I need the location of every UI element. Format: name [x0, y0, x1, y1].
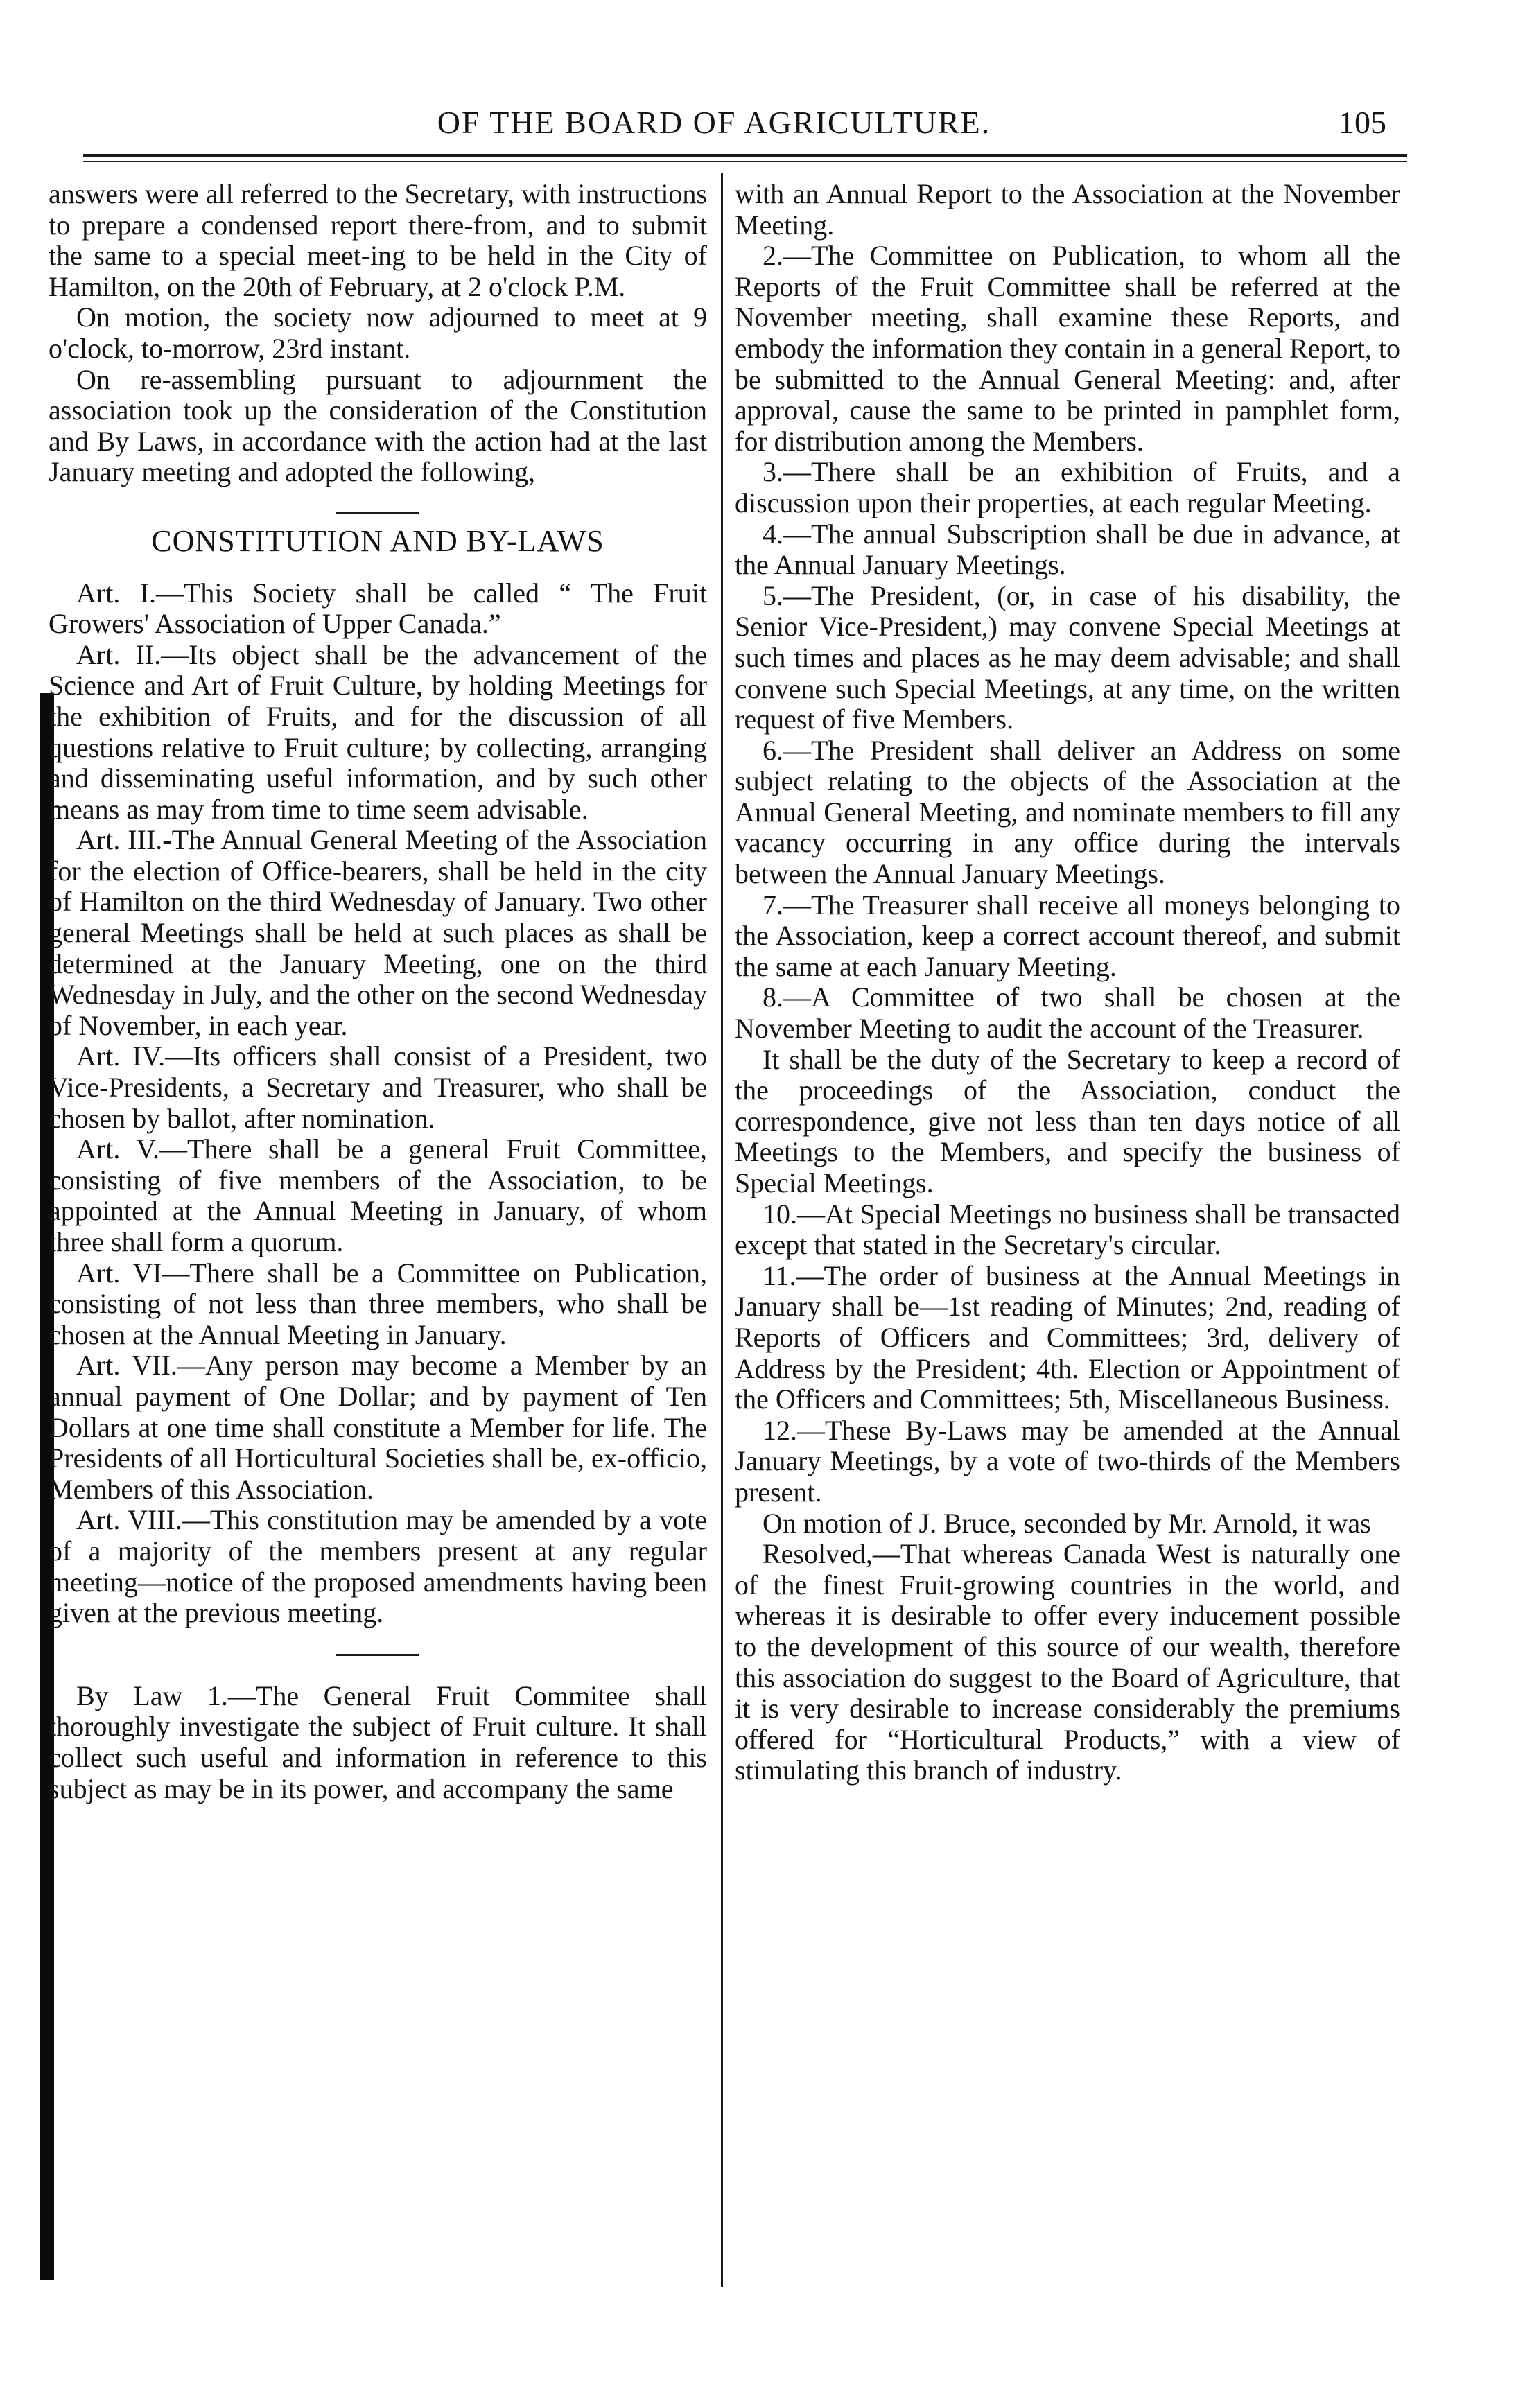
running-header: [0, 104, 1516, 159]
article-paragraph: Art. V.—There shall be a general Fruit Committee, consisting of five members of the Association, to be appointed at the Annual Meeting in January, of whom three shall form a quorum.: [49, 1133, 707, 1257]
article-paragraph: Art. I.—This Society shall be called “ The Fruit Growers' Association of Upper Canada.”: [49, 577, 707, 640]
article-paragraph: Art. III.-The Annual General Meeting of the Association for the election of Office-bearers, shall be held in the city of Hamilton on the third Wednesday of January. Two other general Meetings shall be held at such places as shall be determined at the January Meeting, one on the third Wednesday in July, and the other on the second Wednesday of November, in each year.: [49, 824, 707, 1041]
bylaw-paragraph: with an Annual Report to the Association at the November Meeting.: [735, 178, 1400, 241]
section-heading: CONSTITUTION AND BY-LAWS: [151, 523, 604, 558]
bylaw-paragraph: By Law 1.—The General Fruit Commitee shall thoroughly investigate the subject of Fruit culture. It shall collect such useful and information in reference to this subject as may be in its power, and accompany the same: [49, 1680, 707, 1804]
intro-paragraph: On motion, the society now adjourned to meet at 9 o'clock, to-morrow, 23rd instant.: [49, 302, 707, 364]
left-column: [49, 179, 707, 1804]
resolution-paragraph: Resolved,—That whereas Canada West is naturally one of the finest Fruit-growing countries in the world, and whereas it is desirable to offer every inducement possible to the development of this source of our wealth, therefore this association do suggest to the Board of Agriculture, that it is very desirable to increase considerably the premiums offered for “Horticultural Products,” with a view of stimulating this branch of industry.: [735, 1538, 1400, 1786]
bylaw-paragraph: 2.—The Committee on Publication, to whom all the Reports of the Fruit Committee shall be referred at the November meeting, shall examine these Reports, and embody the information they contain in a general Report, to be submitted to the Annual General Meeting: and, after approval, cause the same to be printed in pamphlet form, for distribution among the Members.: [735, 240, 1400, 457]
bylaw-paragraph: 3.—There shall be an exhibition of Fruits, and a discussion upon their properties, at each regular Meeting.: [735, 456, 1400, 518]
article-paragraph: Art. VI—There shall be a Committee on Publication, consisting of not less than three members, who shall be chosen at the Annual Meeting in January.: [49, 1257, 707, 1350]
bylaw-paragraph: 12.—These By-Laws may be amended at the Annual January Meetings, by a vote of two-thirds of the Members present.: [735, 1414, 1400, 1508]
motion-paragraph: On motion of J. Bruce, seconded by Mr. Arnold, it was: [763, 1507, 1371, 1539]
bylaw-paragraph: 8.—A Committee of two shall be chosen at the November Meeting to audit the account of the Treasurer.: [735, 981, 1400, 1045]
column-divider: [721, 173, 723, 2287]
page-number: 105: [1339, 105, 1386, 140]
bylaws-divider: [336, 1654, 419, 1656]
header-rule: [83, 154, 1407, 157]
bylaw-paragraph: 10.—At Special Meetings no business shall be transacted except that stated in the Secretary's circular.: [735, 1198, 1400, 1261]
right-column: [735, 179, 1400, 1786]
bylaw-paragraph: It shall be the duty of the Secretary to keep a record of the proceedings of the Association, conduct the correspondence, give not less than ten days notice of all Meetings to the Members, and specify the business of Special Meetings.: [735, 1043, 1400, 1198]
intro-paragraph: On re-assembling pursuant to adjournment the association took up the consideration of the Constitution and By Laws, in accordance with the action had at the last January meeting and adopted the following,: [49, 363, 707, 488]
bylaw-paragraph: 7.—The Treasurer shall receive all moneys belonging to the Association, keep a correct account thereof, and submit the same at each January Meeting.: [735, 889, 1400, 982]
bylaw-paragraph: 4.—The annual Subscription shall be due in advance, at the Annual January Meetings.: [735, 518, 1400, 581]
header-rule-thin: [83, 161, 1407, 162]
article-paragraph: Art. IV.—Its officers shall consist of a President, two Vice-Presidents, a Secretary and Treasurer, who shall be chosen by ballot, after nomination.: [49, 1040, 707, 1134]
article-paragraph: Art. VIII.—This constitution may be amended by a vote of a majority of the members present at any regular meeting—notice of the proposed amendments having been given at the previous meeting.: [49, 1504, 707, 1629]
intro-paragraph: answers were all referred to the Secretary, with instructions to prepare a condensed report there-from, and to submit the same to a special meet-ing to be held in the City of Hamilton, on the 20th of February, at 2 o'clock P.M.: [49, 178, 707, 302]
article-paragraph: Art. VII.—Any person may become a Member by an annual payment of One Dollar; and by payment of Ten Dollars at one time shall constitute a Member for life. The Presidents of all Horticultural Societies shall be, ex-officio, Members of this Association.: [49, 1350, 707, 1505]
article-paragraph: Art. II.—Its object shall be the advancement of the Science and Art of Fruit Culture, by holding Meetings for the exhibition of Fruits, and for the discussion of all questions relative to Fruit culture; by collecting, arranging and disseminating useful information, and by such other means as may from time to time seem advisable.: [49, 638, 707, 825]
section-divider: [336, 512, 419, 514]
bylaw-paragraph: 6.—The President shall deliver an Address on some subject relating to the objects of the Association at the Annual General Meeting, and nominate members to fill any vacancy occurring in any office during the intervals between the Annual January Meetings.: [735, 734, 1400, 890]
bylaw-paragraph: 11.—The order of business at the Annual Meetings in January shall be—1st reading of Minutes; 2nd, reading of Reports of Officers and Committees; 3rd, delivery of Address by the President; 4th. Election or Appointment of the Officers and Committees; 5th, Miscellaneous Business.: [735, 1259, 1400, 1415]
bylaw-paragraph: 5.—The President, (or, in case of his disability, the Senior Vice-President,) may convene Special Meetings at such times and places as he may deem advisable; and shall convene such Special Meetings, at any time, on the written request of five Members.: [735, 579, 1400, 735]
page-header-title: OF THE BOARD OF AGRICULTURE.: [437, 105, 991, 140]
